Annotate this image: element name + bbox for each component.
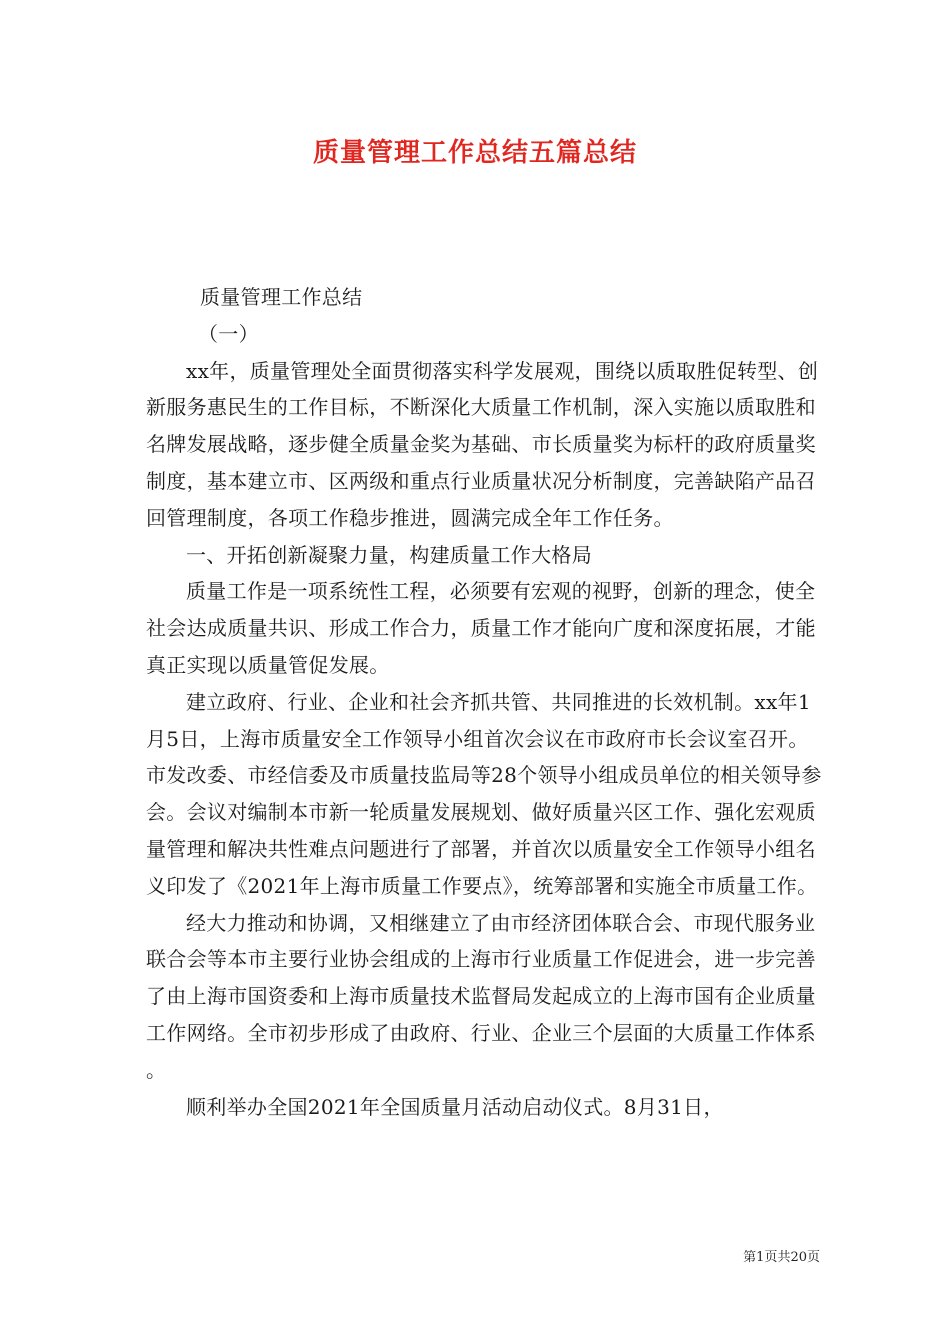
page-number: 第1页共20页 <box>743 1250 820 1265</box>
paragraph: 一、开拓创新凝聚力量，构建质量工作大格局 <box>186 542 592 567</box>
paragraph: 经大力推动和协调，又相继建立了由市经济团体联合会、市现代服务业联合会等本市主要行业协会组成的上海市行业质量工作促进会，进一步完善了由上海市国资委和上海市质量技术监督局发起成立的上海市国有企业质量工作网络。全市初步形成了由政府、行业、企业三个层面的大质量工作体系。 <box>146 910 816 1082</box>
paragraph: 顺利举办全国2021年全国质量月活动启动仪式。8月31日， <box>186 1094 724 1119</box>
section-number: （一） <box>198 321 259 346</box>
paragraph: xx年，质量管理处全面贯彻落实科学发展观，围绕以质取胜促转型、创新服务惠民生的工作目标，不断深化大质量工作机制，深入实施以质取胜和名牌发展战略，逐步健全质量金奖为基础、市长质量奖为标杆的政府质量奖制度，基本建立市、区两级和重点行业质量状况分析制度，完善缺陷产品召回管理制度，各项工作稳步推进，圆满完成全年工作任务。 <box>146 358 819 530</box>
paragraph: 建立政府、行业、企业和社会齐抓共管、共同推进的长效机制。xx年1月5日，上海市质量安全工作领导小组首次会议在市政府市长会议室召开。市发改委、市经信委及市质量技监局等28个领导小组成员单位的相关领导参会。会议对编制本市新一轮质量发展规划、做好质量兴区工作、强化宏观质量管理和解决共性难点问题进行了部署，并首次以质量安全工作领导小组名义印发了《2021年上海市质量工作要点》，统筹部署和实施全市质量工作。 <box>146 689 822 898</box>
section-heading: 质量管理工作总结 <box>200 285 363 309</box>
paragraph: 质量工作是一项系统性工程，必须要有宏观的视野，创新的理念，使全社会达成质量共识、形成工作合力，质量工作才能向广度和深度拓展，才能真正实现以质量管促发展。 <box>146 579 816 677</box>
page-title: 质量管理工作总结五篇总结 <box>312 138 637 168</box>
document-body <box>146 279 826 1125</box>
